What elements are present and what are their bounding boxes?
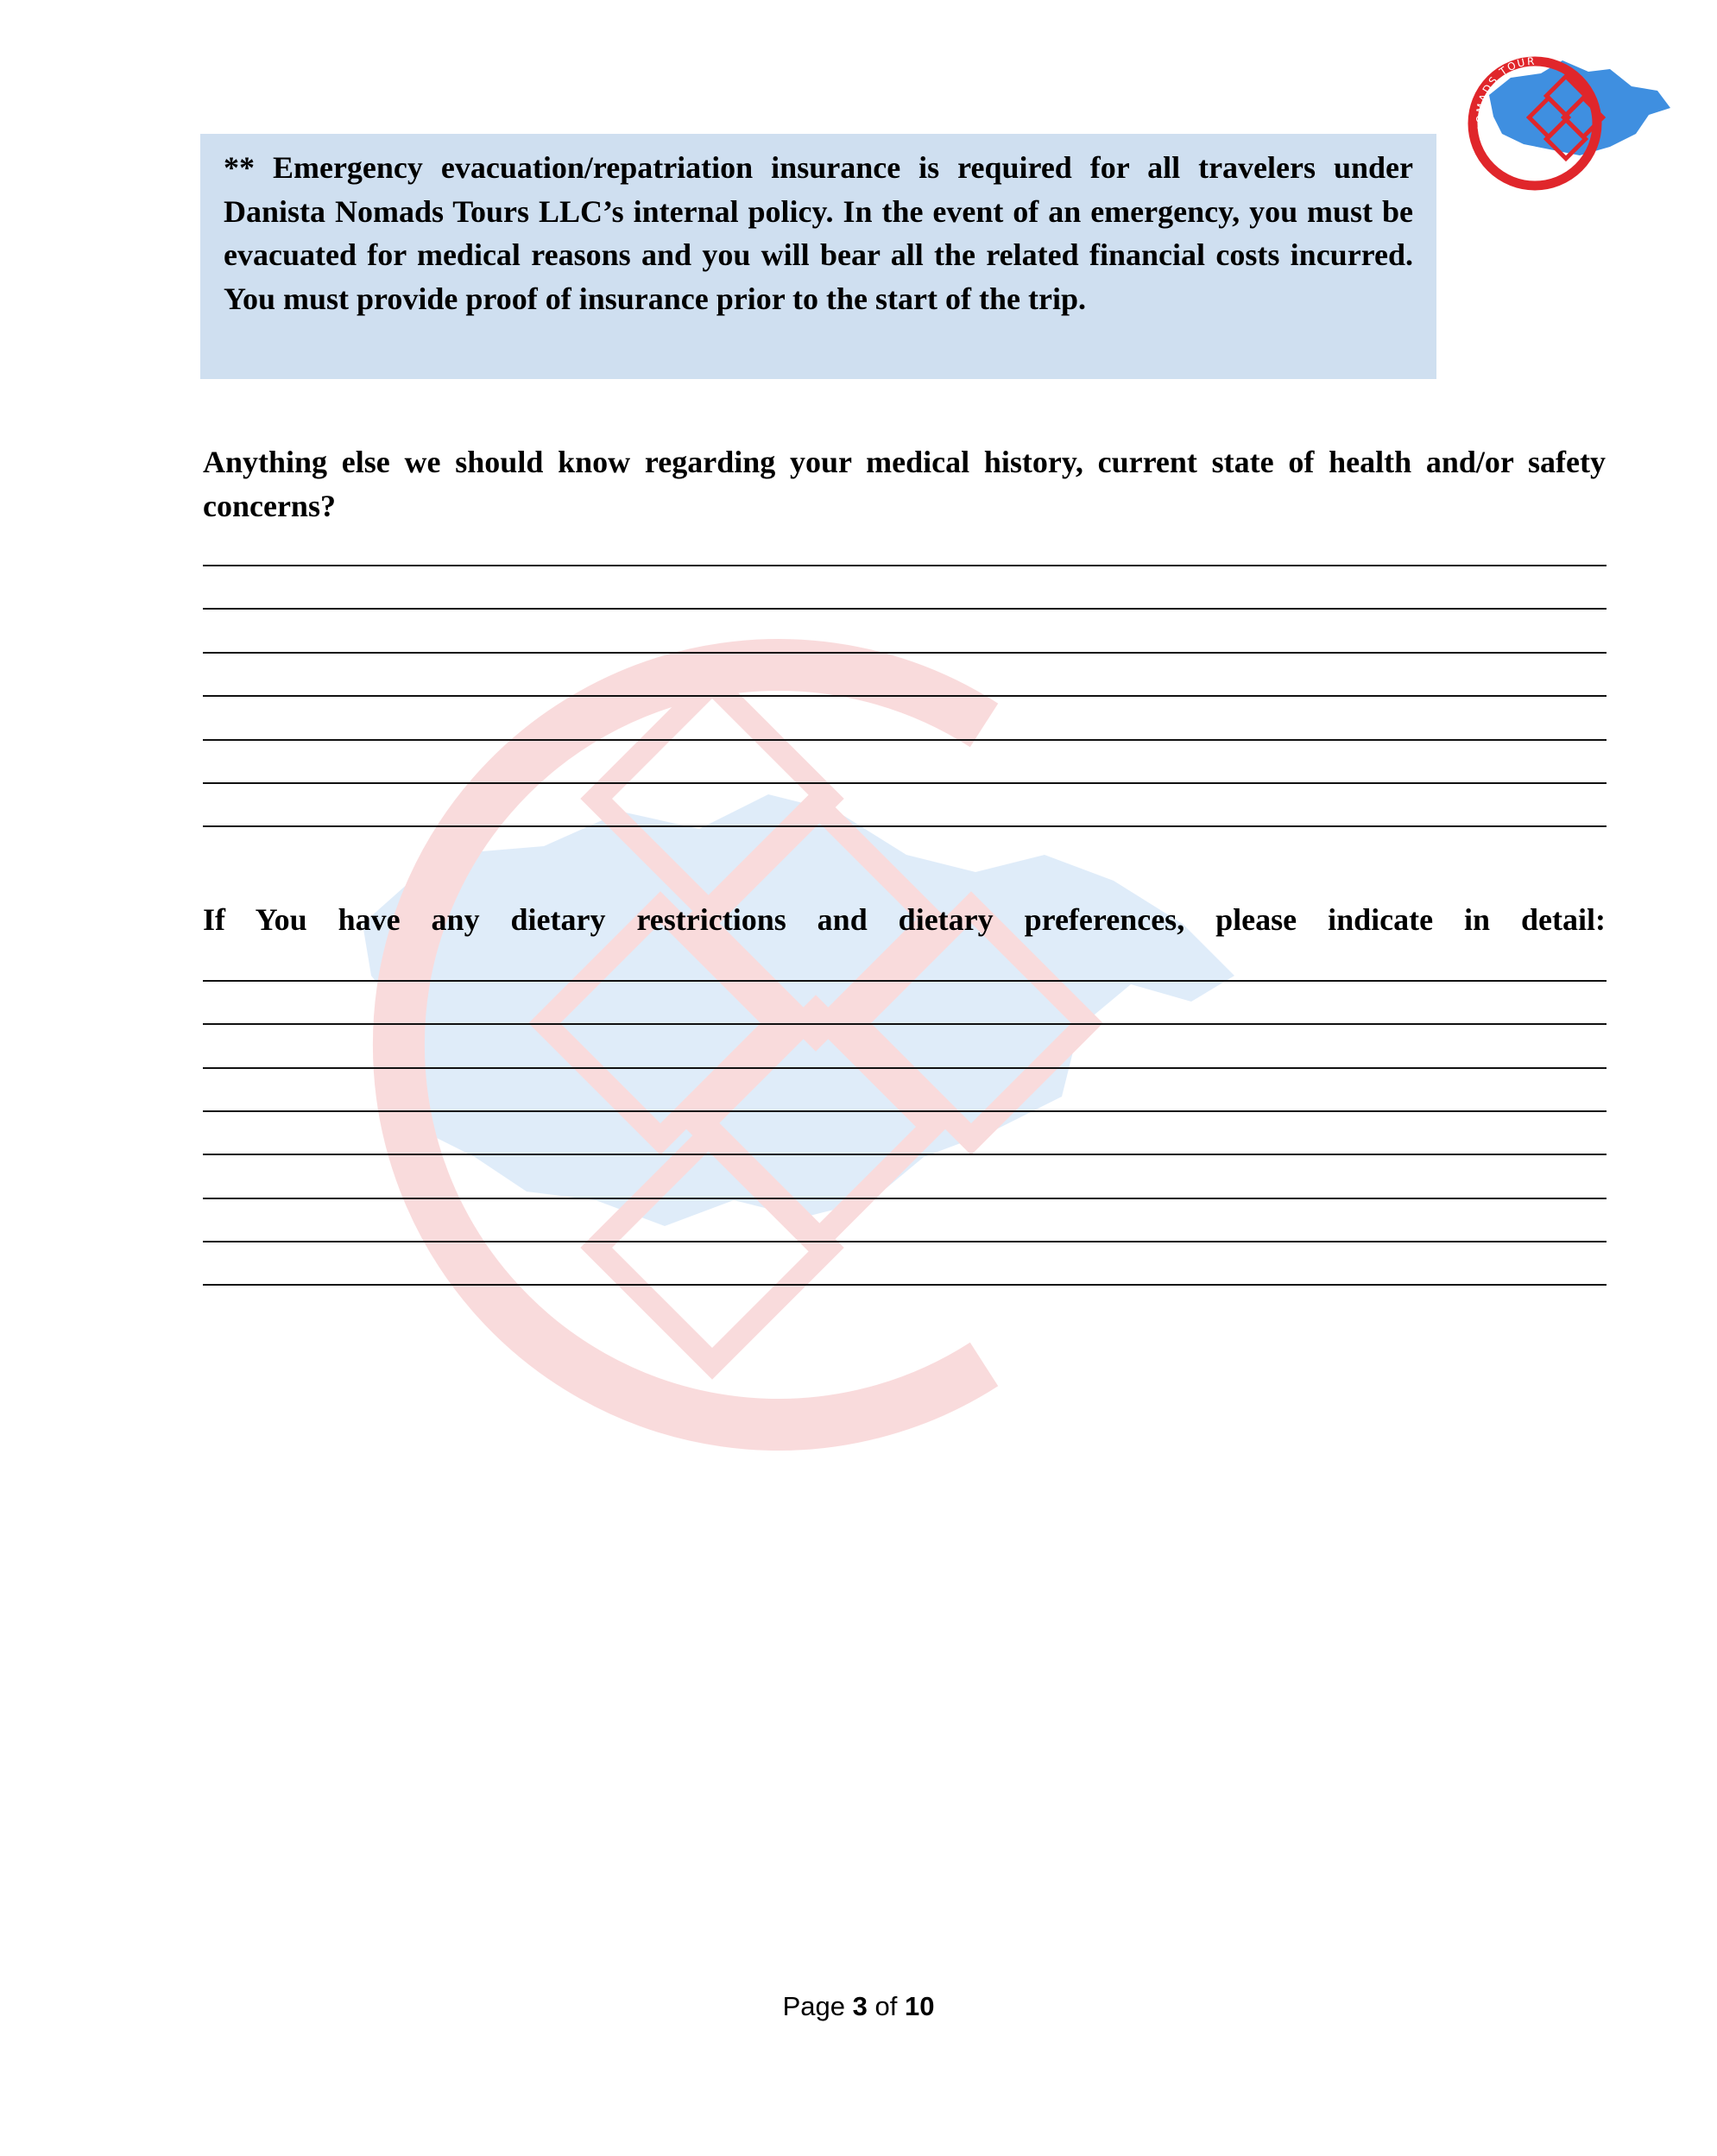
page-number-footer <box>0 1991 1717 2022</box>
answer-line[interactable] <box>203 980 1607 982</box>
dietary-question: If You have any dietary restrictions and dietary preferences, please indicate in detail: <box>203 902 1606 937</box>
answer-line[interactable] <box>203 695 1607 697</box>
logo-text-top: NOMADS TOUR <box>1474 54 1537 135</box>
answer-line[interactable] <box>203 1067 1607 1069</box>
watermark-logo <box>216 596 1304 1511</box>
answer-line[interactable] <box>203 1154 1607 1155</box>
logo <box>1459 47 1675 199</box>
page-label: Page <box>782 1991 845 2021</box>
answer-line[interactable] <box>203 782 1607 784</box>
logo-text-bottom: DANISTA <box>1487 138 1539 180</box>
current-page: 3 <box>852 1991 868 2021</box>
answer-line[interactable] <box>203 1110 1607 1112</box>
insurance-notice <box>200 134 1436 379</box>
answer-line[interactable] <box>203 1023 1607 1025</box>
answer-line[interactable] <box>203 739 1607 741</box>
of-label: of <box>874 1991 898 2021</box>
answer-line[interactable] <box>203 825 1607 827</box>
medical-history-question: Anything else we should know regarding your medical history, current state of health and/or safety concerns? <box>203 445 1606 523</box>
answer-line[interactable] <box>203 565 1607 566</box>
answer-line[interactable] <box>203 1241 1607 1242</box>
insurance-notice-text: ** Emergency evacuation/repatriation insurance is required for all travelers under Danista Nomads Tours LLC’s internal policy. In the event of an emergency, you must be evacuated for medical reasons and you will bear all the related financial costs incurred. You must provide proof of insurance prior to the start of the trip. <box>224 150 1413 316</box>
answer-line[interactable] <box>203 652 1607 654</box>
answer-line[interactable] <box>203 1284 1607 1286</box>
answer-line[interactable] <box>203 1198 1607 1199</box>
total-pages: 10 <box>904 1991 935 2021</box>
answer-line[interactable] <box>203 608 1607 610</box>
